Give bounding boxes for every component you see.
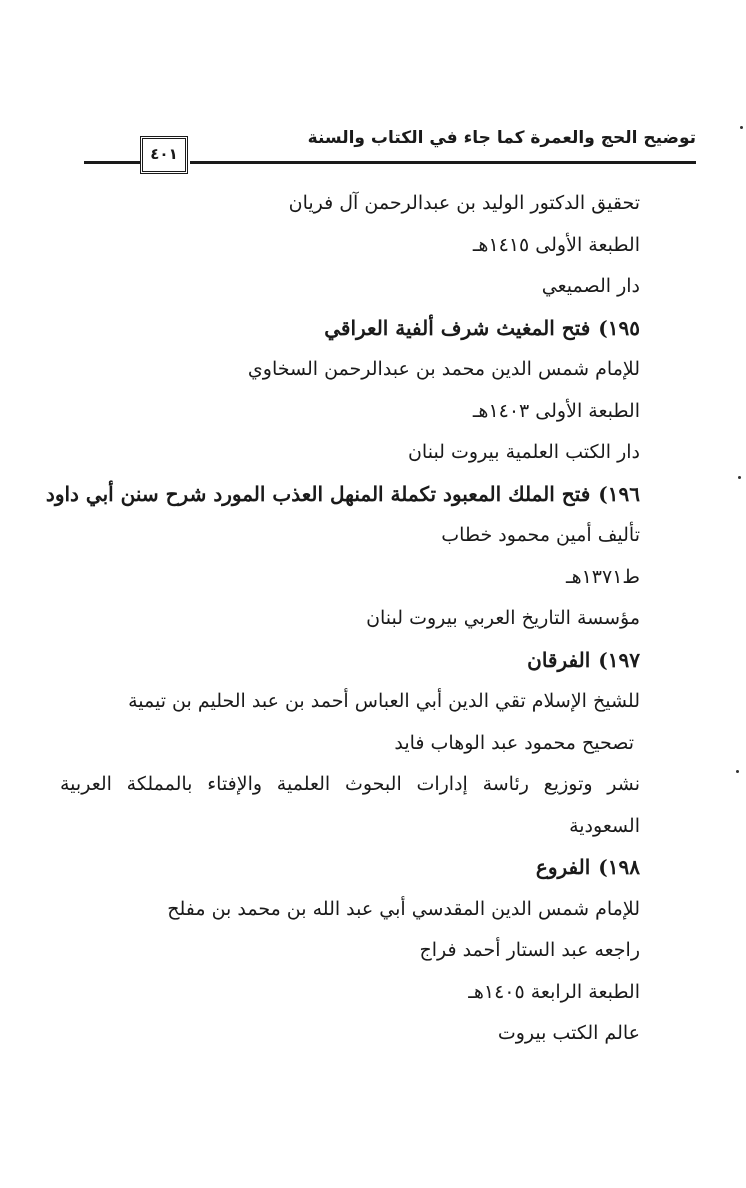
text-line: الطبعة الرابعة ١٤٠٥هـ — [468, 980, 640, 1003]
entry-number: ١٩٧) — [598, 647, 640, 672]
entry-heading — [60, 640, 640, 682]
scan-speck — [738, 476, 741, 479]
entry-heading — [60, 308, 640, 350]
text-line: دار الكتب العلمية بيروت لبنان — [407, 441, 640, 463]
text-line: السعودية — [569, 814, 640, 837]
entry-title: الفرقان — [527, 647, 591, 672]
entry-number: ١٩٥) — [598, 315, 640, 340]
bibliography-list — [45, 183, 640, 1055]
entry-heading — [45, 474, 640, 516]
text-line: الطبعة الأولى ١٤٠٣هـ — [472, 399, 640, 422]
entry-number: ١٩٦) — [598, 481, 640, 506]
text-line: مؤسسة التاريخ العربي بيروت لبنان — [366, 607, 640, 629]
running-header — [84, 128, 696, 176]
text-line: نشر وتوزيع رئاسة إدارات البحوث العلمية والإفتاء بالمملكة العربية — [60, 773, 640, 795]
header-rule-right — [190, 161, 696, 164]
entry-heading — [60, 847, 640, 889]
text-line: عالم الكتب بيروت — [497, 1022, 640, 1044]
scan-speck — [740, 126, 743, 129]
entry-title: فتح المغيث شرف ألفية العراقي — [324, 315, 591, 340]
text-line: تصحيح محمود عبد الوهاب فايد — [394, 731, 634, 754]
entry-title: فتح الملك المعبود تكملة المنهل العذب المورد شرح سنن أبي داود — [45, 481, 591, 506]
text-line: راجعه عبد الستار أحمد فراج — [419, 939, 640, 961]
text-line: تأليف أمين محمود خطاب — [441, 524, 640, 546]
scan-speck — [736, 770, 739, 773]
book-title: توضيح الحج والعمرة كما جاء في الكتاب والسنة — [304, 128, 696, 148]
entry-title: الفروع — [535, 855, 591, 879]
text-line: للإمام شمس الدين المقدسي أبي عبد الله بن محمد بن مفلح — [167, 897, 640, 920]
text-line: تحقيق الدكتور الوليد بن عبدالرحمن آل فريان — [288, 192, 640, 214]
header-rule-left — [84, 161, 140, 164]
text-line: الطبعة الأولى ١٤١٥هـ — [472, 233, 640, 256]
entry-number: ١٩٨) — [598, 855, 640, 879]
text-line: ط١٣٧١هـ — [566, 565, 640, 588]
text-line: للإمام شمس الدين محمد بن عبدالرحمن السخاوي — [247, 358, 640, 380]
text-line: دار الصميعي — [541, 275, 640, 297]
text-line: للشيخ الإسلام تقي الدين أبي العباس أحمد بن عبد الحليم بن تيمية — [128, 690, 640, 712]
page-number: ٤٠١ — [140, 136, 188, 174]
